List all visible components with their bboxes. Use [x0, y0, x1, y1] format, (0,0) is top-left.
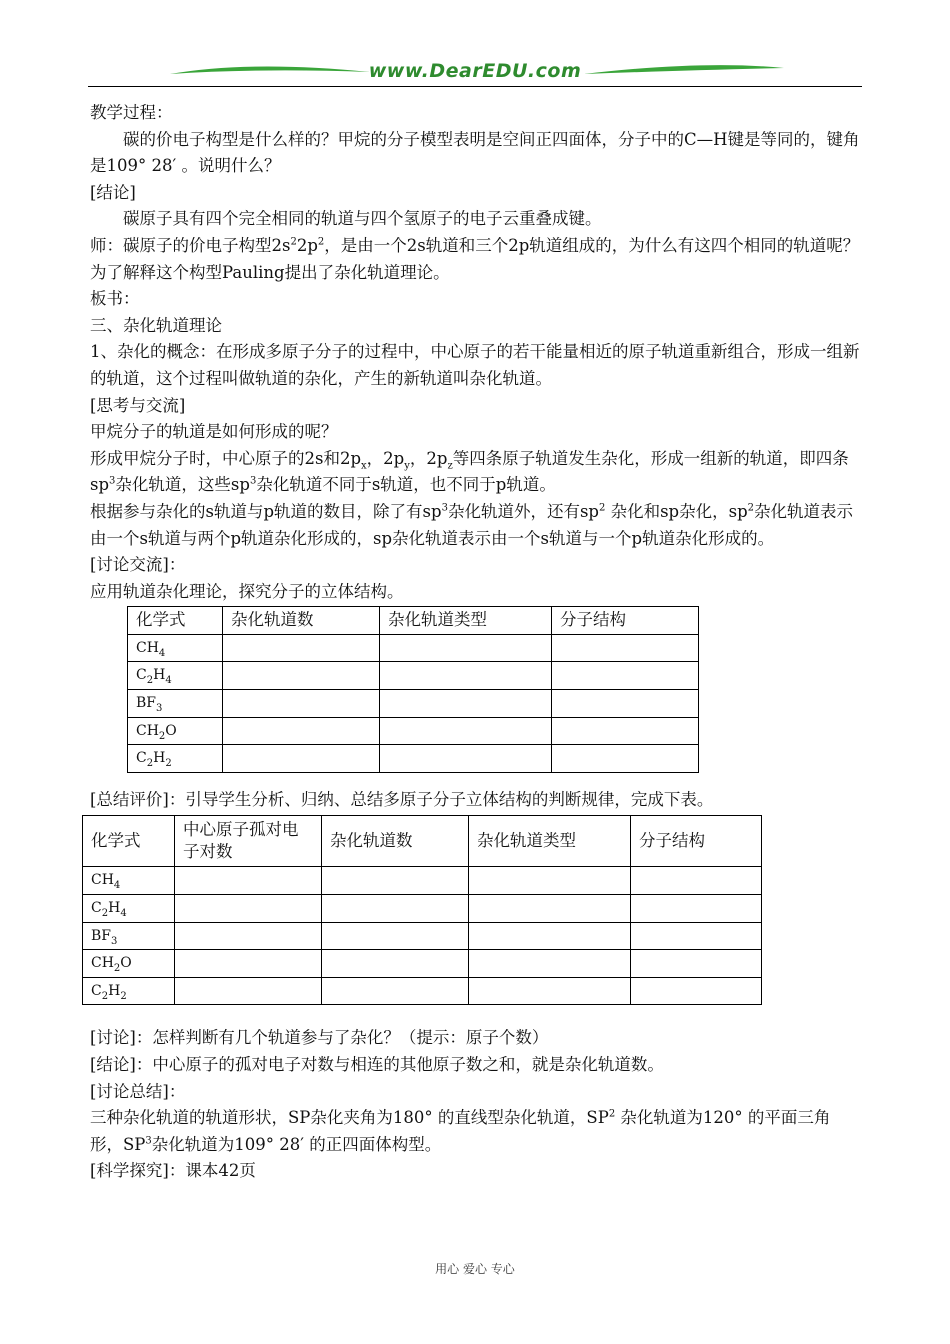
empty-cell[interactable] — [469, 895, 631, 923]
paragraph: [科学探究]：课本42页 — [90, 1161, 256, 1181]
paragraph: 碳原子具有四个完全相同的轨道与四个氢原子的电子云重叠成键。 — [123, 209, 602, 229]
right-swoosh-icon — [584, 62, 784, 84]
empty-cell[interactable] — [223, 690, 380, 718]
empty-cell[interactable] — [380, 662, 552, 690]
formula-cell: $CH_2O$ — [83, 950, 175, 978]
empty-cell[interactable] — [223, 745, 380, 773]
paragraph: 教学过程： — [90, 103, 173, 122]
table-row — [83, 950, 762, 978]
empty-cell[interactable] — [322, 977, 469, 1005]
formula-cell: $CH_4$ — [128, 634, 223, 662]
table-header-cell: 化学式 — [128, 607, 223, 635]
table-header-cell: 杂化轨道类型 — [380, 607, 552, 635]
formula-cell: $C_2H_2$ — [128, 745, 223, 773]
empty-cell[interactable] — [552, 690, 699, 718]
formula-cell: $CH_2O$ — [128, 717, 223, 745]
table-row — [128, 745, 699, 773]
paragraph: 形成甲烷分子时，中心原子的2s和$2p_x$，$2p_y$，$2p_z$等四条原子轨道发生杂化，形成一组新的轨道，即四条$sp^3$杂化轨道，这些$sp^3$杂化轨道不同于s轨道，也不同于p轨道。 — [90, 448, 849, 495]
table-row — [128, 717, 699, 745]
empty-cell[interactable] — [469, 950, 631, 978]
paragraph: 碳的价电子构型是什么样的？甲烷的分子模型表明是空间正四面体，分子中的C—H键是等同的，键角是109° 28′ 。说明什么？ — [90, 129, 860, 176]
header-rule — [88, 86, 862, 87]
table-row — [83, 867, 762, 895]
empty-cell[interactable] — [175, 950, 322, 978]
empty-cell[interactable] — [380, 690, 552, 718]
empty-cell[interactable] — [322, 867, 469, 895]
document-body — [90, 100, 862, 1185]
empty-cell[interactable] — [469, 922, 631, 950]
section-label: [讨论交流]： — [90, 555, 186, 575]
site-logo: www.DearEDU.com — [368, 60, 582, 82]
spacer — [90, 1005, 862, 1025]
table-header-cell: 分子结构 — [631, 816, 762, 867]
paragraph: [结论]：中心原子的孤对电子对数与相连的其他原子数之和，就是杂化轨道数。 — [90, 1055, 664, 1074]
empty-cell[interactable] — [631, 922, 762, 950]
empty-cell[interactable] — [552, 662, 699, 690]
formula-cell: $BF_3$ — [83, 922, 175, 950]
formula-cell: $BF_3$ — [128, 690, 223, 718]
section-label: [总结评价]：引导学生分析、归纳、总结多原子分子立体结构的判断规律，完成下表。 — [90, 789, 714, 809]
paragraph: 三种杂化轨道的轨道形状，SP杂化夹角为180° 的直线型杂化轨道，$SP^2$ 杂化轨道为120° 的平面三角形，$SP^3$杂化轨道为109° 28′ 的正四面体构型。 — [90, 1108, 831, 1154]
paragraph: 1、杂化的概念：在形成多原子分子的过程中，中心原子的若干能量相近的原子轨道重新组合，形成一组新的轨道，这个过程叫做轨道的杂化，产生的新轨道叫杂化轨道。 — [90, 342, 860, 388]
table-header-cell: 中心原子孤对电子对数 — [175, 816, 322, 867]
paragraph: 应用轨道杂化理论，探究分子的立体结构。 — [90, 581, 404, 601]
table-header-row — [83, 816, 762, 867]
formula-cell: $CH_4$ — [83, 867, 175, 895]
paragraph: 师：碳原子的价电子构型$2s^22p^2$，是由一个2s轨道和三个2p轨道组成的，为什么有这四个相同的轨道呢？ — [90, 235, 860, 255]
empty-cell[interactable] — [223, 634, 380, 662]
empty-cell[interactable] — [380, 717, 552, 745]
table-row — [128, 690, 699, 718]
empty-cell[interactable] — [469, 977, 631, 1005]
section-label: [结论] — [90, 182, 136, 202]
empty-cell[interactable] — [175, 867, 322, 895]
empty-cell[interactable] — [552, 745, 699, 773]
formula-cell: $C_2H_4$ — [83, 895, 175, 923]
table-row — [128, 634, 699, 662]
empty-cell[interactable] — [380, 634, 552, 662]
empty-cell[interactable] — [175, 895, 322, 923]
empty-cell[interactable] — [223, 662, 380, 690]
empty-cell[interactable] — [631, 977, 762, 1005]
empty-cell[interactable] — [223, 717, 380, 745]
table-header-cell: 杂化轨道类型 — [469, 816, 631, 867]
table-header-cell: 分子结构 — [552, 607, 699, 635]
empty-cell[interactable] — [322, 950, 469, 978]
table-header-cell: 化学式 — [83, 816, 175, 867]
table-row — [83, 922, 762, 950]
hybridization-table-2 — [82, 815, 762, 1005]
page-footer: 用心 爱心 专心 — [435, 1262, 515, 1276]
paragraph: 为了解释这个构型Pauling提出了杂化轨道理论。 — [90, 262, 450, 282]
paragraph: 板书： — [90, 289, 140, 309]
empty-cell[interactable] — [175, 922, 322, 950]
section-label: [思考与交流] — [90, 395, 186, 415]
table-header-cell: 杂化轨道数 — [223, 607, 380, 635]
section-heading: 三、杂化轨道理论 — [90, 315, 222, 335]
table-header-cell: 杂化轨道数 — [322, 816, 469, 867]
table-row — [83, 977, 762, 1005]
section-label: [讨论总结]： — [90, 1081, 186, 1101]
empty-cell[interactable] — [380, 745, 552, 773]
empty-cell[interactable] — [631, 867, 762, 895]
table-row — [83, 895, 762, 923]
empty-cell[interactable] — [175, 977, 322, 1005]
paragraph: 甲烷分子的轨道是如何形成的呢？ — [90, 422, 338, 442]
paragraph: 根据参与杂化的s轨道与p轨道的数目，除了有$sp^3$杂化轨道外，还有$sp^2$ 杂化和sp杂化，$sp^2$杂化轨道表示由一个s轨道与两个p轨道杂化形成的，sp杂化轨道表示由一个s轨道与一个p轨道杂化形成的。 — [90, 501, 854, 548]
empty-cell[interactable] — [552, 717, 699, 745]
empty-cell[interactable] — [552, 634, 699, 662]
empty-cell[interactable] — [322, 895, 469, 923]
table-header-row — [128, 607, 699, 635]
empty-cell[interactable] — [322, 922, 469, 950]
empty-cell[interactable] — [631, 895, 762, 923]
table-row — [128, 662, 699, 690]
page-header — [88, 56, 862, 92]
empty-cell[interactable] — [469, 867, 631, 895]
formula-cell: $C_2H_2$ — [83, 977, 175, 1005]
paragraph: [讨论]：怎样判断有几个轨道参与了杂化？（提示：原子个数） — [90, 1028, 549, 1048]
hybridization-table-1 — [127, 606, 699, 773]
empty-cell[interactable] — [631, 950, 762, 978]
spacer — [90, 773, 862, 787]
formula-cell: $C_2H_4$ — [128, 662, 223, 690]
